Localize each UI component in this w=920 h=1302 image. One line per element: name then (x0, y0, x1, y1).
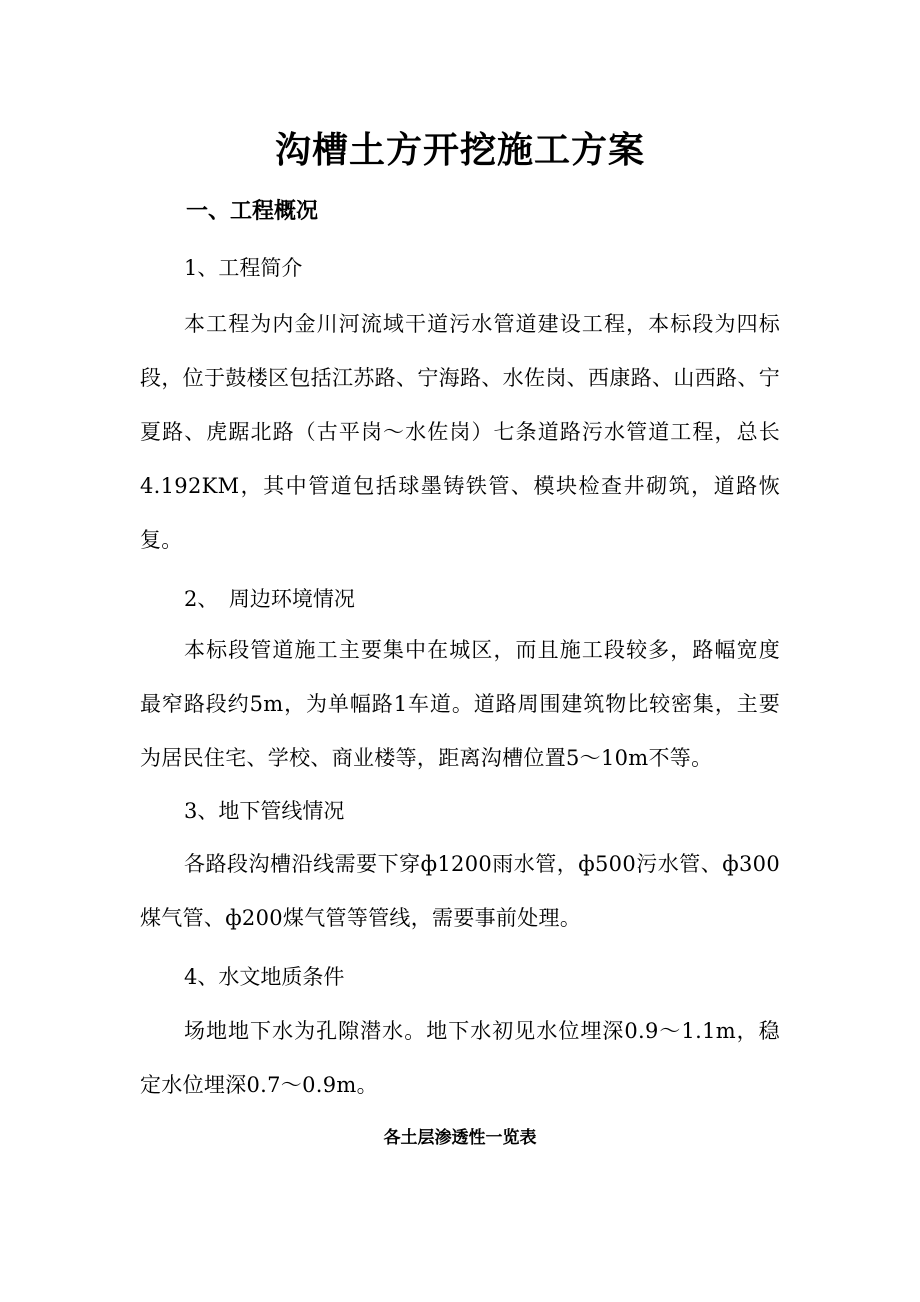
subheading-surroundings: 2、 周边环境情况 (184, 587, 355, 611)
paragraph-underground-pipelines: 各路段沟槽沿线需要下穿ф1200雨水管，ф500污水管、ф300煤气管、ф200煤气管等管线，需要事前处理。 (140, 852, 780, 930)
subheading-project-intro: 1、工程简介 (184, 256, 303, 280)
paragraph-hydrogeology: 场地地下水为孔隙潜水。地下水初见水位埋深0.9～1.1m，稳定水位埋深0.7～0.9m。 (140, 1019, 780, 1097)
subheading-hydrogeology: 4、水文地质条件 (184, 965, 345, 989)
document-title: 沟槽土方开挖施工方案 (274, 129, 645, 171)
paragraph-surroundings: 本标段管道施工主要集中在城区，而且施工段较多，路幅宽度最窄路段约5m，为单幅路1车道。道路周围建筑物比较密集，主要为居民住宅、学校、商业楼等，距离沟槽位置5～10m不等。 (140, 638, 780, 770)
subheading-underground-pipelines: 3、地下管线情况 (184, 799, 345, 823)
paragraph-project-intro: 本工程为内金川河流域干道污水管道建设工程，本标段为四标段，位于鼓楼区包括江苏路、宁海路、水佐岗、西康路、山西路、宁夏路、虎踞北路（古平岗～水佐岗）七条道路污水管道工程，总长4.192KM，其中管道包括球墨铸铁管、模块检查井砌筑，道路恢复。 (140, 312, 780, 552)
table-caption: 各土层渗透性一览表 (383, 1128, 537, 1148)
section-heading-project-overview: 一、工程概况 (186, 198, 319, 224)
